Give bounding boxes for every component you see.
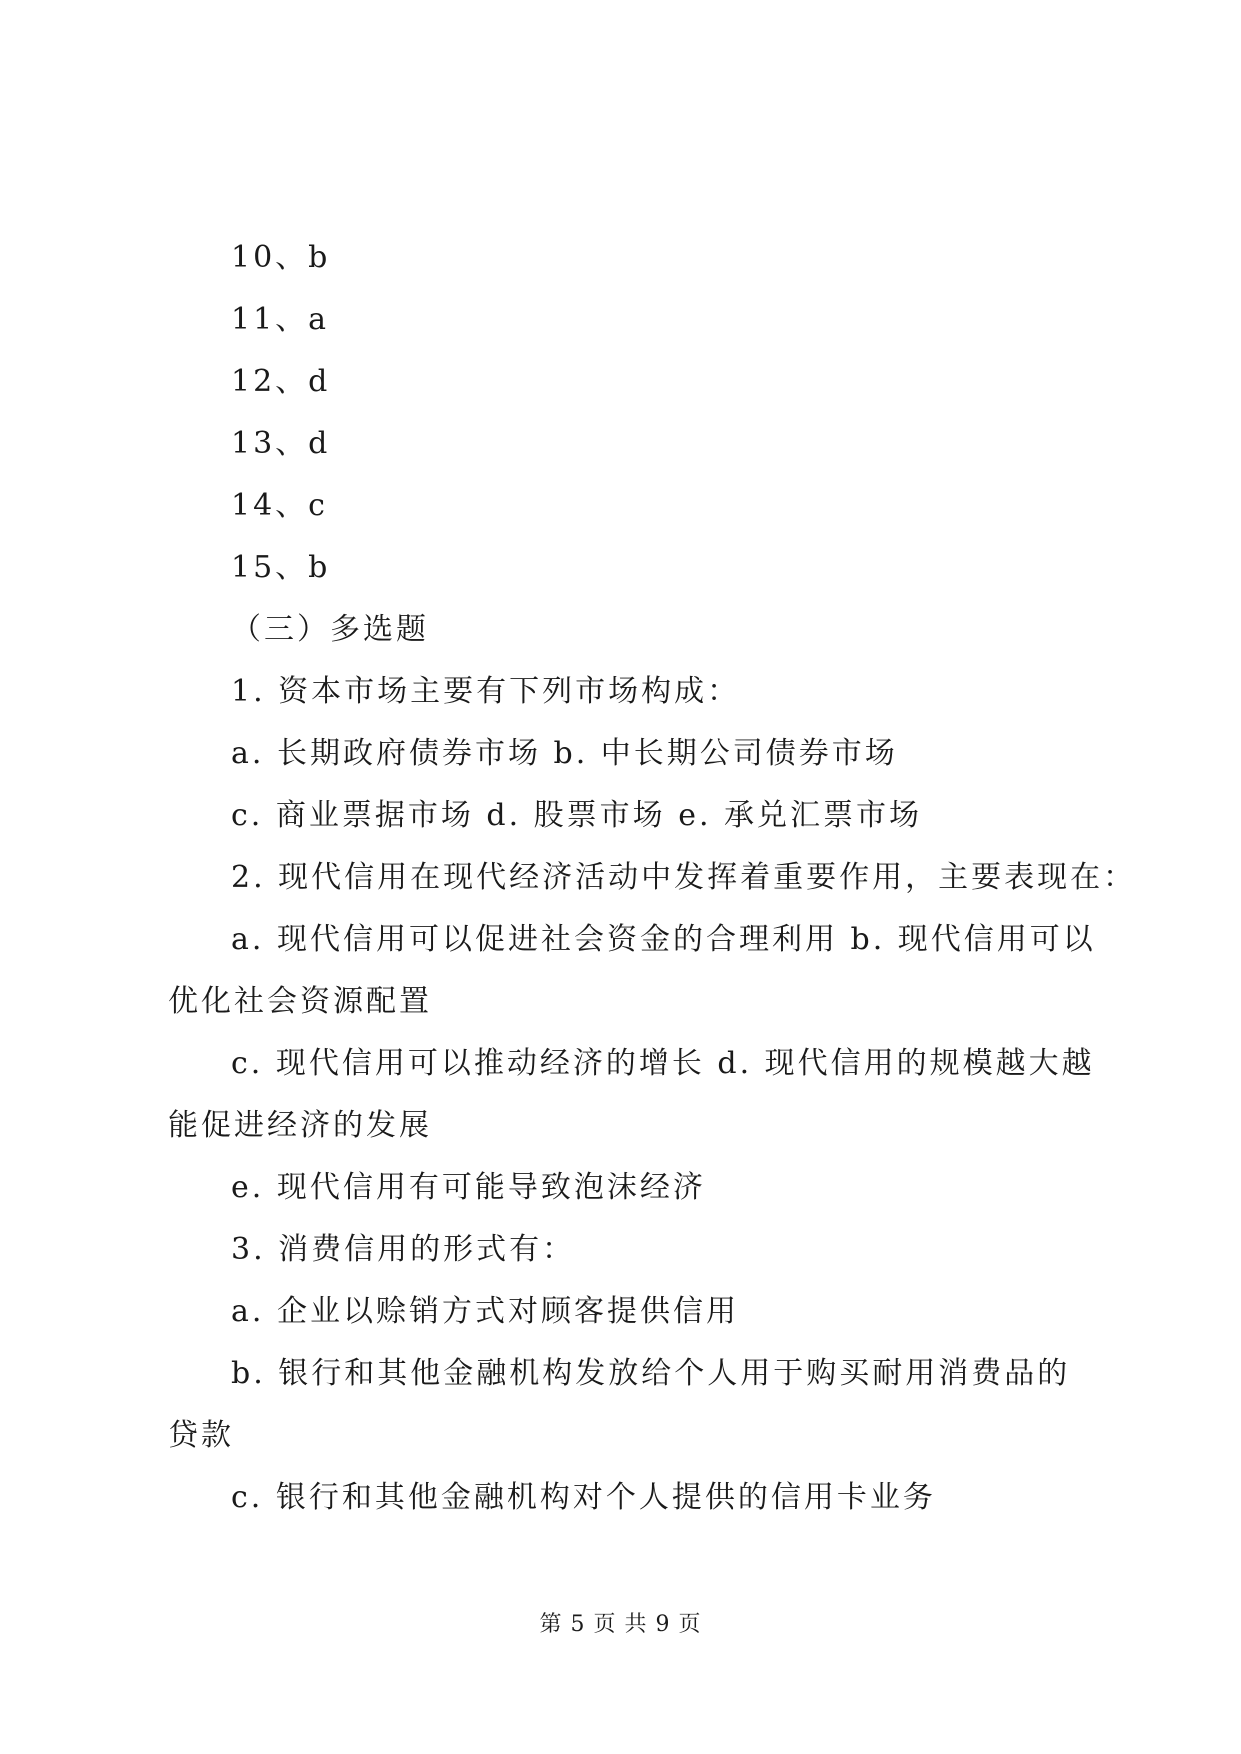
answer-line: 14、c <box>231 488 328 523</box>
option-line: a. 现代信用可以促进社会资金的合理利用 b. 现代信用可以 <box>231 922 1096 957</box>
question-stem: 3. 消费信用的形式有： <box>231 1232 576 1267</box>
option-line-continued: 贷款 <box>168 1418 234 1453</box>
answer-line: 13、d <box>231 426 331 461</box>
option-line: a. 长期政府债券市场 b. 中长期公司债券市场 <box>231 736 898 771</box>
option-line: c. 银行和其他金融机构对个人提供的信用卡业务 <box>231 1480 936 1515</box>
question-stem: 1. 资本市场主要有下列市场构成： <box>231 674 741 709</box>
option-line: e. 现代信用有可能导致泡沫经济 <box>231 1170 706 1205</box>
question-stem: 2. 现代信用在现代经济活动中发挥着重要作用，主要表现在： <box>231 860 1137 895</box>
page-number-footer: 第 5 页 共 9 页 <box>539 1612 702 1637</box>
answer-line: 15、b <box>231 550 331 585</box>
answer-line: 10、b <box>231 240 331 275</box>
option-line: a. 企业以赊销方式对顾客提供信用 <box>231 1294 739 1329</box>
option-line: c. 现代信用可以推动经济的增长 d. 现代信用的规模越大越 <box>231 1046 1095 1081</box>
option-line: b. 银行和其他金融机构发放给个人用于购买耐用消费品的 <box>231 1356 1071 1391</box>
section-title: （三）多选题 <box>231 612 429 647</box>
option-line: c. 商业票据市场 d. 股票市场 e. 承兑汇票市场 <box>231 798 923 833</box>
answer-line: 11、a <box>231 302 330 337</box>
option-line-continued: 优化社会资源配置 <box>168 984 432 1019</box>
option-line-continued: 能促进经济的发展 <box>168 1108 432 1143</box>
answer-line: 12、d <box>231 364 331 399</box>
